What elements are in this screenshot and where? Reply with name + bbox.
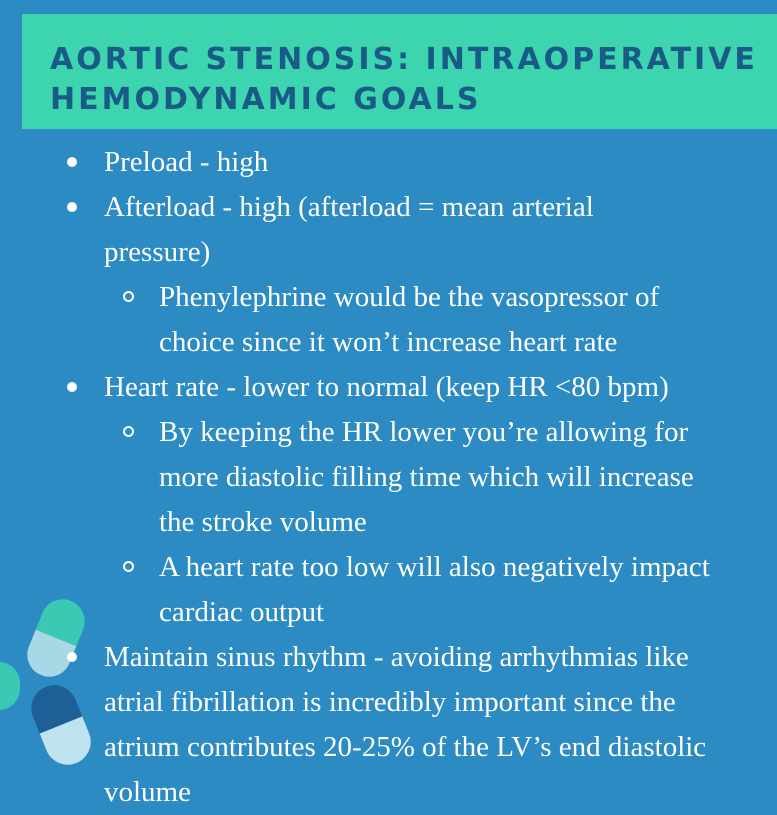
sub-list-item: [0, 410, 777, 545]
list-item: [0, 365, 777, 410]
page-title: [50, 40, 758, 120]
sub-list-item: [0, 275, 777, 365]
bullet-list: [0, 140, 777, 815]
list-item-text-line: atrial fibrillation is incredibly important since the: [104, 686, 676, 718]
list-item: [0, 635, 777, 815]
list-item-text-line: Heart rate - lower to normal (keep HR <80 bpm): [104, 371, 669, 403]
list-item-text-line: A heart rate too low will also negatively impact: [159, 551, 710, 583]
list-item: [0, 185, 777, 275]
bullet-circle-icon: [123, 291, 134, 302]
title-line-2: HEMODYNAMIC GOALS: [50, 82, 482, 117]
list-item-text-line: Phenylephrine would be the vasopressor of: [159, 281, 660, 313]
list-item-text-line: atrium contributes 20-25% of the LV’s end diastolic: [104, 731, 707, 763]
list-item-text-line: choice since it won’t increase heart rate: [159, 326, 618, 358]
sub-list-item: [0, 545, 777, 635]
title-banner: [22, 14, 777, 129]
list-item-text-line: cardiac output: [159, 596, 325, 628]
list-item: [0, 140, 777, 185]
bullet-circle-icon: [123, 561, 134, 572]
list-item-text-line: volume: [104, 776, 191, 808]
bullet-dot-icon: [67, 652, 77, 662]
bullet-dot-icon: [67, 382, 77, 392]
list-item-text-line: pressure): [104, 236, 211, 268]
list-item-text-line: Maintain sinus rhythm - avoiding arrhythmias like: [104, 641, 689, 673]
list-item-text-line: more diastolic filling time which will increase: [159, 461, 694, 493]
title-line-1: AORTIC STENOSIS: INTRAOPERATIVE: [50, 42, 758, 77]
bullet-circle-icon: [123, 426, 134, 437]
list-item-text-line: Afterload - high (afterload = mean arterial: [104, 191, 594, 223]
list-item-text-line: Preload - high: [104, 146, 269, 178]
bullet-dot-icon: [67, 157, 77, 167]
bullet-dot-icon: [67, 202, 77, 212]
list-item-text-line: the stroke volume: [159, 506, 367, 538]
list-item-text-line: By keeping the HR lower you’re allowing for: [159, 416, 689, 448]
